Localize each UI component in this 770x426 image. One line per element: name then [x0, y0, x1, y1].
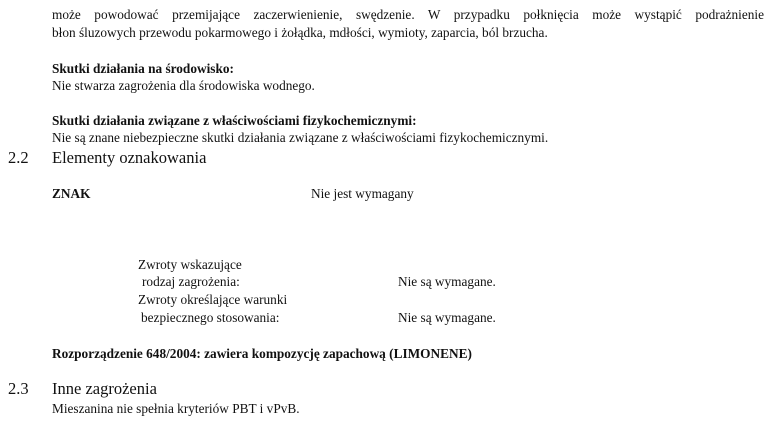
regulation-statement: Rozporządzenie 648/2004: zawiera kompozycję zapachową (LIMONENE): [52, 346, 472, 361]
hazard-phrases-label-line-2: rodzaj zagrożenia:: [142, 274, 240, 289]
physchem-effects-text: Nie są znane niebezpieczne skutki działania związane z właściwościami fizykochemicznymi.: [52, 130, 549, 145]
intro-text-line-2: błon śluzowych przewodu pokarmowego i żołądka, mdłości, wymioty, zaparcia, ból brzucha.: [52, 25, 548, 40]
environment-effects-text: Nie stwarza zagrożenia dla środowiska wodnego.: [52, 78, 315, 93]
precaution-phrases-value: Nie są wymagane.: [398, 310, 496, 325]
znak-label: ZNAK: [52, 186, 91, 201]
physchem-effects-heading: Skutki działania związane z właściwościami fizykochemicznymi:: [52, 113, 417, 128]
precaution-phrases-label-line-1: Zwroty określające warunki: [138, 292, 288, 307]
hazard-phrases-label-line-1: Zwroty wskazujące: [138, 257, 242, 272]
precaution-phrases-label-line-2: bezpiecznego stosowania:: [141, 310, 280, 325]
section-number-2-3: 2.3: [8, 379, 29, 398]
section-title-2-2: Elementy oznakowania: [52, 148, 207, 167]
znak-value: Nie jest wymagany: [311, 186, 414, 201]
other-hazards-text: Mieszanina nie spełnia kryteriów PBT i vPvB.: [52, 401, 300, 416]
section-title-2-3: Inne zagrożenia: [52, 379, 157, 398]
environment-effects-heading: Skutki działania na środowisko:: [52, 61, 234, 76]
hazard-phrases-value: Nie są wymagane.: [398, 274, 496, 289]
section-number-2-2: 2.2: [8, 148, 29, 167]
intro-text-line-1: może powodować przemijające zaczerwienienie, swędzenie. W przypadku połknięcia może wystąpić podrażnienie: [52, 7, 764, 22]
